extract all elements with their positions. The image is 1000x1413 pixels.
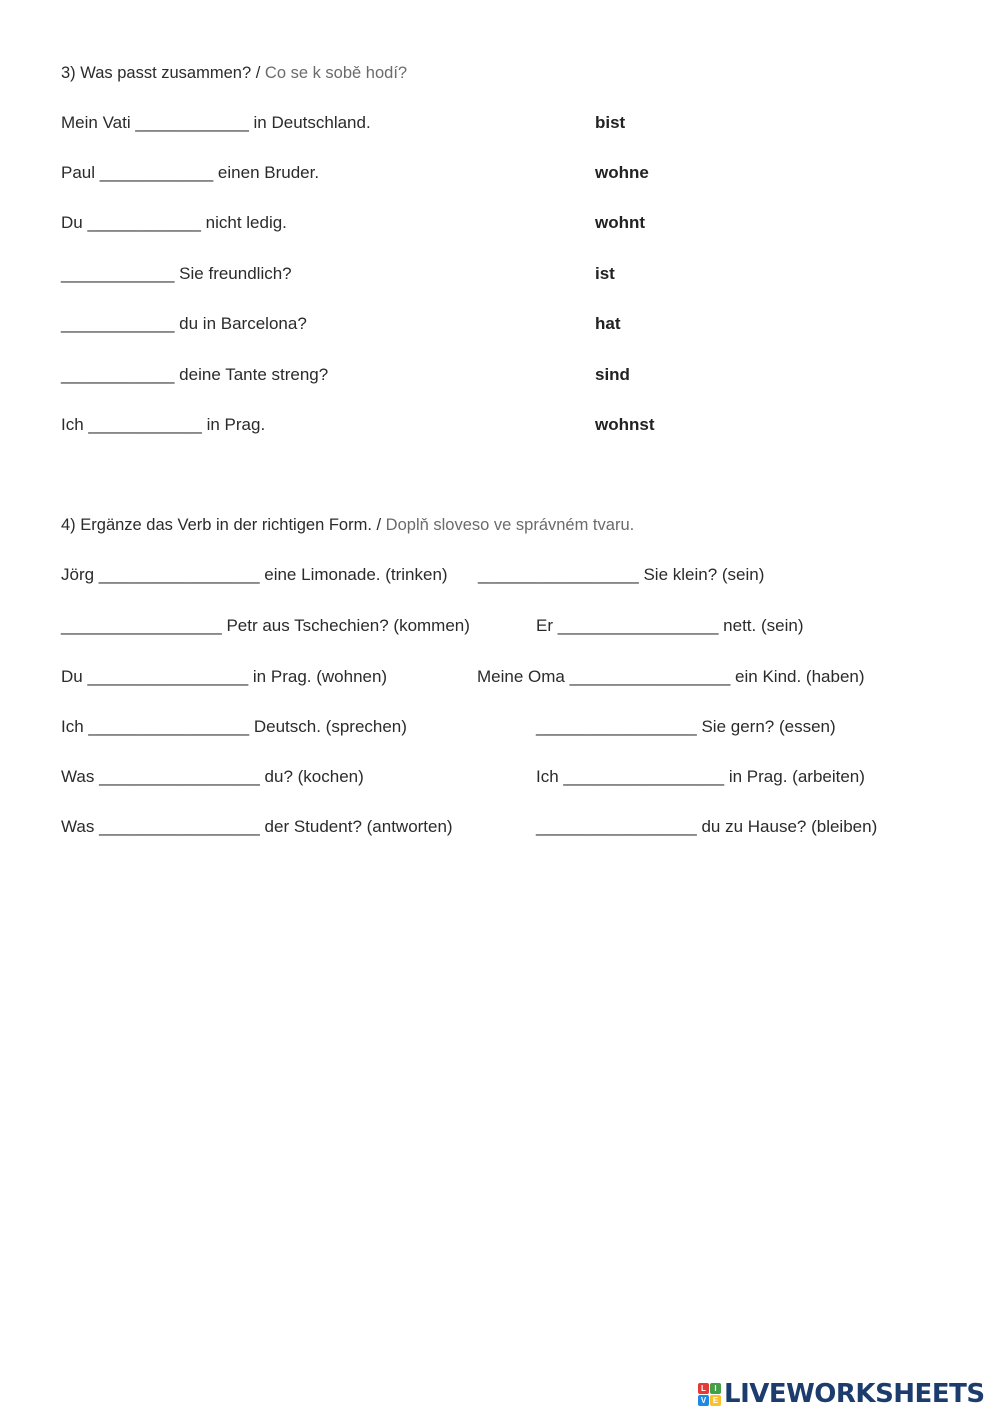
section3-sentence-4[interactable]: ____________ Sie freundlich? bbox=[61, 264, 292, 283]
section3-heading-german: Was passt zusammen? / bbox=[80, 64, 261, 82]
section3-answer-5: hat bbox=[595, 314, 621, 333]
section3-answer-4: ist bbox=[595, 264, 615, 283]
section4-row5-left[interactable]: Was _________________ du? (kochen) bbox=[61, 767, 364, 786]
section3-sentence-5[interactable]: ____________ du in Barcelona? bbox=[61, 314, 307, 333]
section4-heading-german: Ergänze das Verb in der richtigen Form. / bbox=[80, 516, 382, 534]
section4-row3-left[interactable]: Du _________________ in Prag. (wohnen) bbox=[61, 667, 388, 686]
section4-row6-right[interactable]: _________________ du zu Hause? (bleiben) bbox=[536, 817, 878, 836]
section3-heading bbox=[61, 62, 407, 84]
section3-sentence-3[interactable]: Du ____________ nicht ledig. bbox=[61, 213, 287, 232]
logo-text: LIVEWORKSHEETS bbox=[724, 1379, 985, 1409]
logo-mark-letter-v: V bbox=[698, 1395, 709, 1406]
section4-row6-left[interactable]: Was _________________ der Student? (antworten) bbox=[61, 817, 453, 836]
section3-answer-7: wohnst bbox=[595, 415, 655, 434]
section3-sentence-7[interactable]: Ich ____________ in Prag. bbox=[61, 415, 266, 434]
section4-heading bbox=[61, 514, 634, 536]
logo-mark-icon bbox=[698, 1383, 721, 1406]
section4-heading-number: 4) bbox=[61, 516, 76, 534]
section3-answer-2: wohne bbox=[595, 163, 649, 182]
section3-heading-czech: Co se k sobě hodí? bbox=[264, 64, 408, 82]
section3-sentence-6[interactable]: ____________ deine Tante streng? bbox=[61, 365, 329, 384]
logo-mark-letter-e: E bbox=[710, 1395, 721, 1406]
section4-heading-czech: Doplň sloveso ve správném tvaru. bbox=[385, 516, 635, 534]
section4-row3-right[interactable]: Meine Oma _________________ ein Kind. (haben) bbox=[477, 667, 865, 686]
section4-row4-left[interactable]: Ich _________________ Deutsch. (sprechen) bbox=[61, 717, 407, 736]
section3-heading-number: 3) bbox=[61, 64, 76, 82]
section4-row1-left[interactable]: Jörg _________________ eine Limonade. (trinken) bbox=[61, 565, 448, 584]
liveworksheets-logo[interactable] bbox=[698, 1376, 985, 1412]
section3-sentence-1[interactable]: Mein Vati ____________ in Deutschland. bbox=[61, 113, 371, 132]
section4-row2-left[interactable]: _________________ Petr aus Tschechien? (kommen) bbox=[61, 616, 470, 635]
logo-mark-letter-i: I bbox=[710, 1383, 721, 1394]
section4-row2-right[interactable]: Er _________________ nett. (sein) bbox=[536, 616, 804, 635]
section3-answer-1: bist bbox=[595, 113, 626, 132]
section4-row5-right[interactable]: Ich _________________ in Prag. (arbeiten) bbox=[536, 767, 865, 786]
section3-sentence-2[interactable]: Paul ____________ einen Bruder. bbox=[61, 163, 320, 182]
section3-answer-6: sind bbox=[595, 365, 630, 384]
section4-row4-right[interactable]: _________________ Sie gern? (essen) bbox=[536, 717, 836, 736]
section3-answer-3: wohnt bbox=[595, 213, 646, 232]
section4-row1-right[interactable]: _________________ Sie klein? (sein) bbox=[478, 565, 765, 584]
logo-mark-letter-l: L bbox=[698, 1383, 709, 1394]
